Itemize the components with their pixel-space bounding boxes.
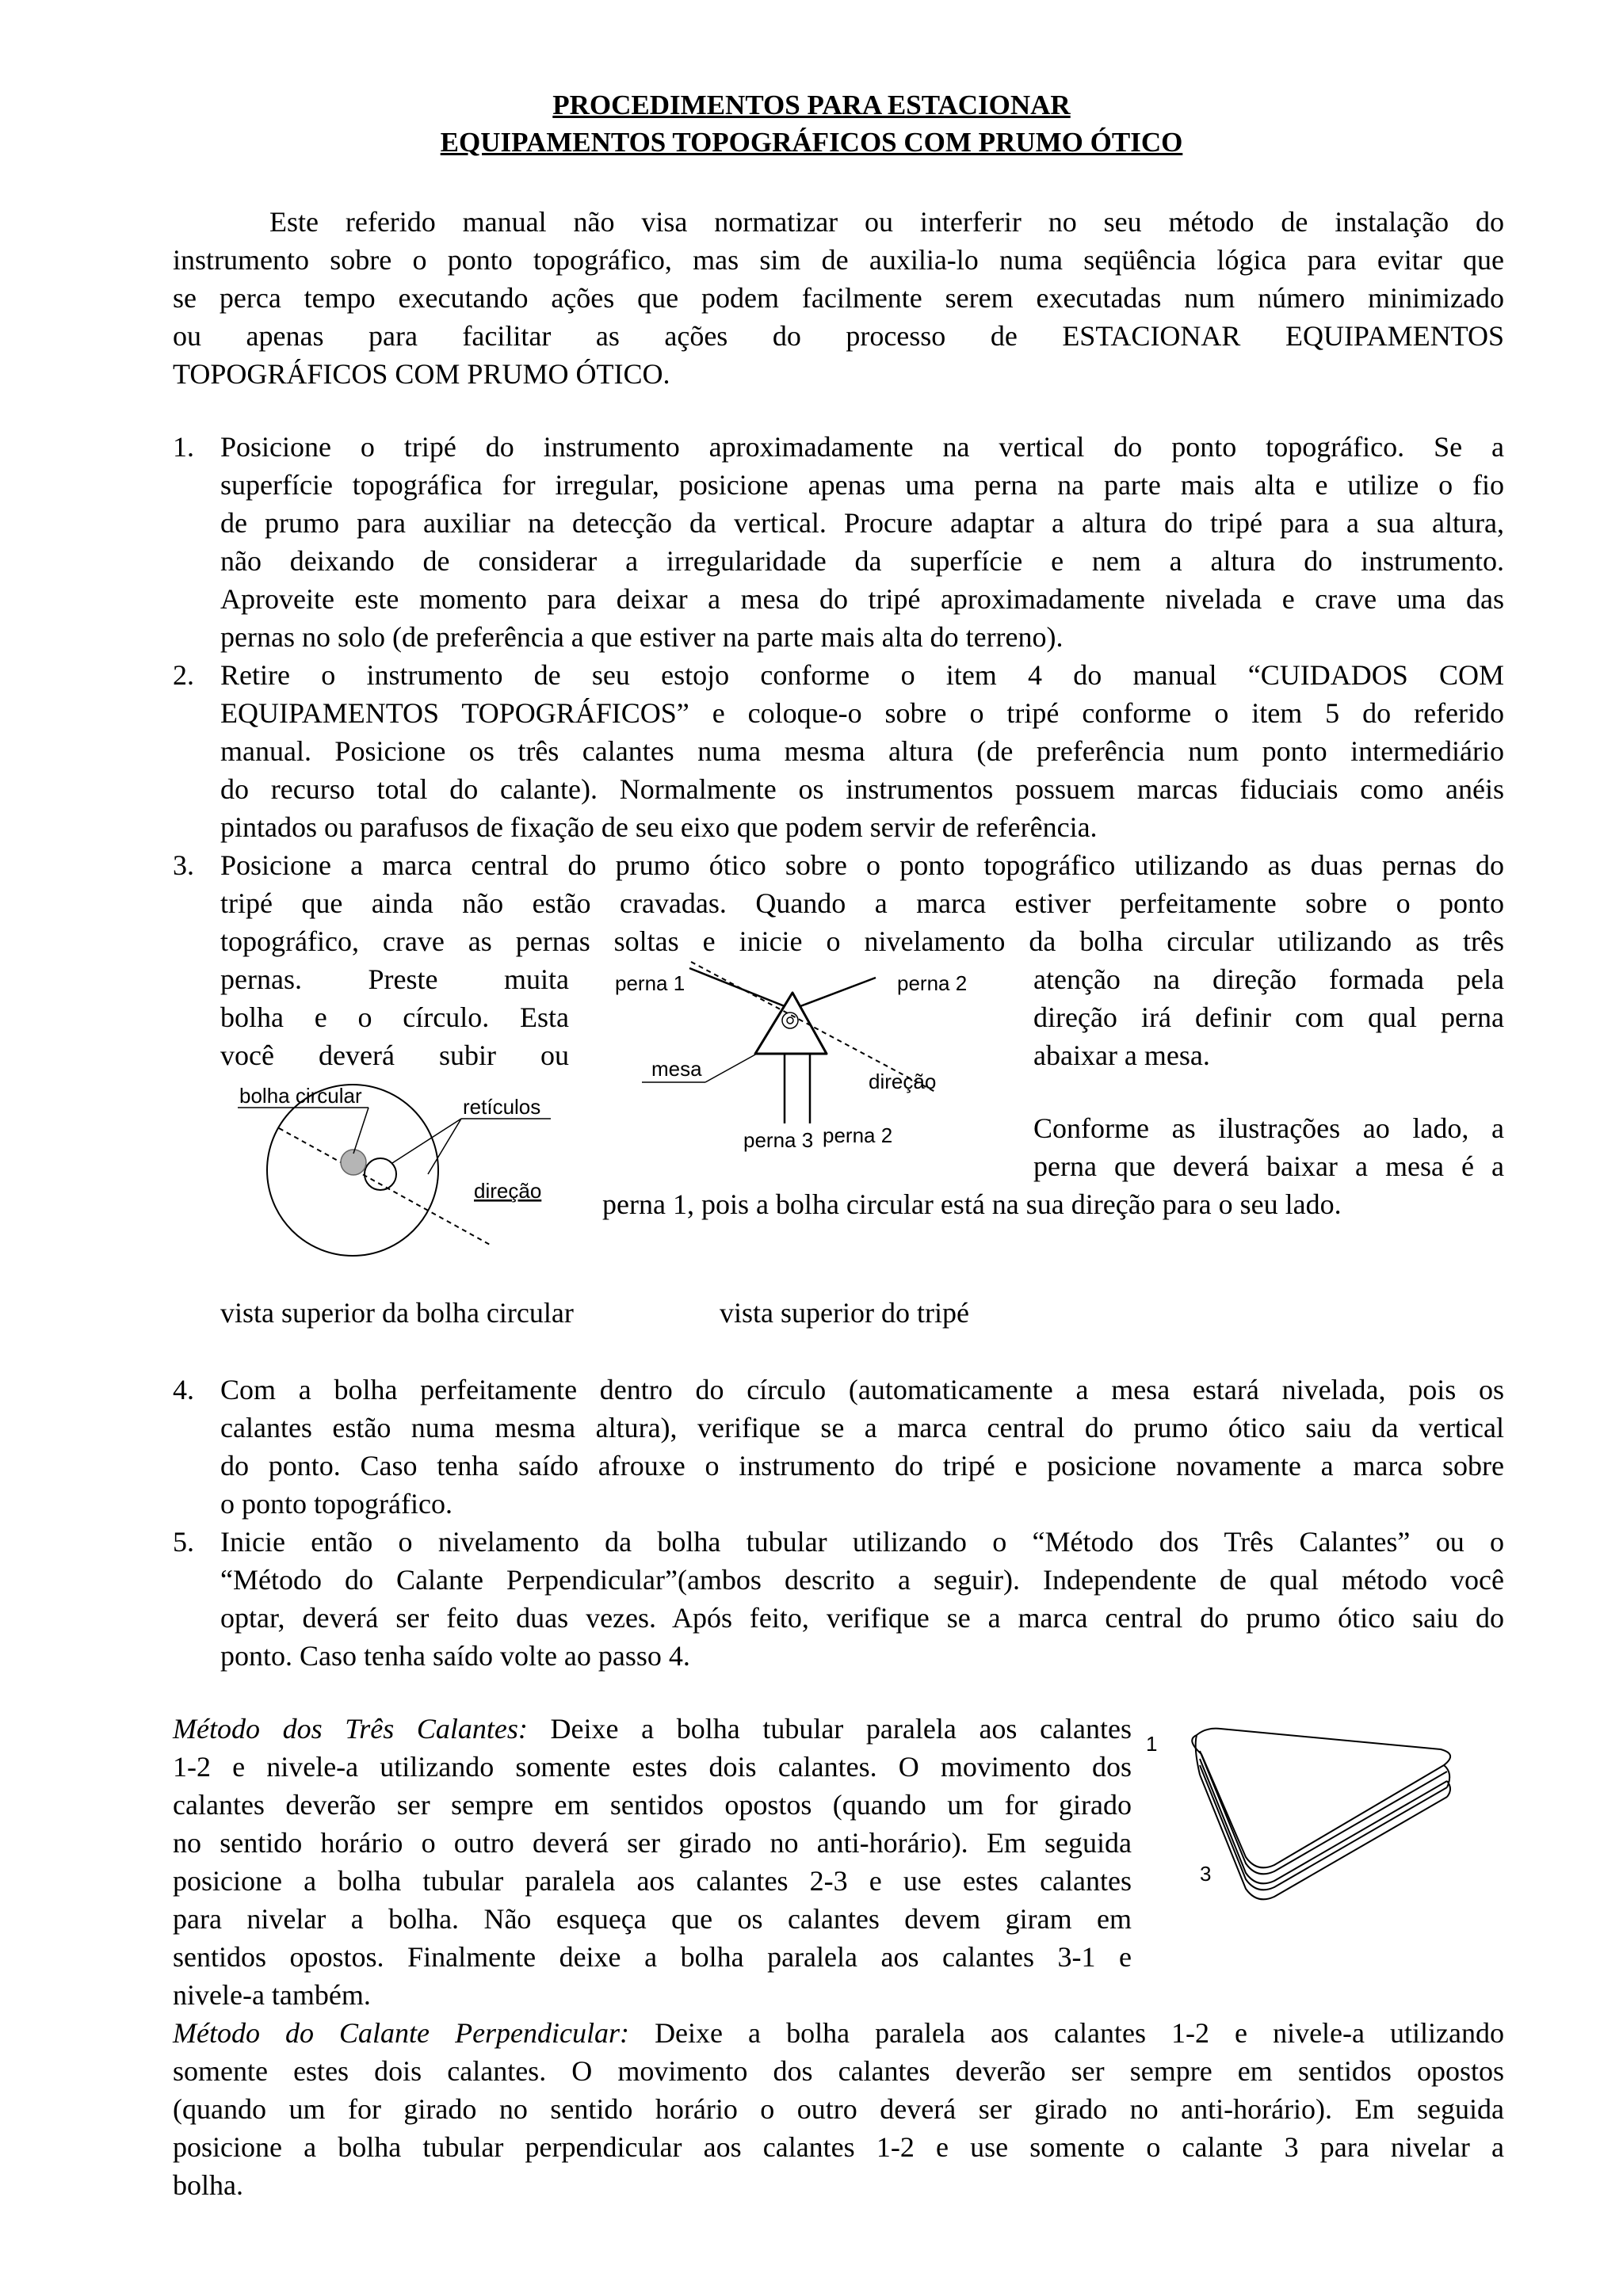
step-3-text [220,846,1504,960]
method-line: posicione a bolha tubular paralela aos calantes 2-3 e use estes calantes [173,1865,1132,1897]
leg-1 [689,968,785,1006]
label-direcao: direção [869,1070,937,1093]
step-4-text [220,1371,1504,1523]
step-line: perna 1, pois a bolha circular está na sua direção para o seu lado. [602,1188,1342,1220]
bubble-figure [230,1079,571,1261]
label-perna-2: perna 2 [897,971,968,995]
method-line: no sentido horário o outro deverá ser girado no anti-horário). Em seguida [173,1827,1132,1859]
step-line: bolha e o círculo. Esta [220,1001,569,1033]
title-line-2: EQUIPAMENTOS TOPOGRÁFICOS COM PRUMO ÓTICO [440,127,1183,158]
step-line: não deixando de considerar a irregularidade da superfície e nem a altura do instrumento. [220,545,1504,577]
label-direcao: direção [474,1179,542,1203]
base-corner-right-lower [1447,1781,1450,1797]
base-plate-top [1192,1729,1450,1868]
step-number: 1. [173,431,194,463]
tripod-caption: vista superior do tripé [720,1297,969,1329]
step-line: abaixar a mesa. [1033,1039,1210,1071]
step-line: perna que deverá baixar a mesa é a [1033,1150,1504,1182]
tripod-figure [602,957,1014,1163]
step-line: direção irá definir com qual perna [1033,1001,1504,1033]
label-reticulos: retículos [463,1095,541,1119]
step-line: Aproveite este momento para deixar a mesa do tripé aproximadamente nivelada e crave uma das [220,583,1504,615]
step-5-text [220,1523,1504,1675]
step-line: de prumo para auxiliar na detecção da vertical. Procure adaptar a altura do tripé para a sua altura, [220,507,1504,539]
plumb-center-icon [787,1017,793,1024]
label-perna-3: perna 3 [743,1128,814,1152]
label-perna-1: perna 1 [615,971,685,995]
method-perp-first-line: Deixe a bolha paralela aos calantes 1-2 e nivele-a utilizando [655,2017,1504,2049]
step-line: tripé que ainda não estão cravadas. Quando a marca estiver perfeitamente sobre o ponto [220,887,1504,919]
step-2-text [220,656,1504,846]
step-line: Com a bolha perfeitamente dentro do círculo (automaticamente a mesa estará nivelada, pois os [220,1374,1504,1405]
intro-line: TOPOGRÁFICOS COM PRUMO ÓTICO. [173,358,670,390]
method-line: (quando um for girado no sentido horário o outro deverá ser girado no anti-horário). Em seguida [173,2093,1504,2125]
method-line: bolha. [173,2169,243,2201]
method-line: posicione a bolha tubular perpendicular aos calantes 1-2 e use somente o calante 3 para nivelar a [173,2131,1504,2163]
tribrach-base-figure [1133,1710,1482,1908]
step-line: Inicie então o nivelamento da bolha tubular utilizando o “Método dos Três Calantes” ou o [220,1526,1504,1558]
step-number: 4. [173,1374,194,1405]
intro-line: instrumento sobre o ponto topográfico, mas sim de auxilia-lo numa seqüência lógica para evitar que [173,244,1504,276]
step-line: pernas. Preste muita [220,963,569,995]
step-number: 2. [173,659,194,691]
intro-line: ou apenas para facilitar as ações do processo de ESTACIONAR EQUIPAMENTOS [173,320,1504,352]
step-line: Conforme as ilustrações ao lado, a [1033,1112,1504,1144]
intro-line: se perca tempo executando ações que podem facilmente serem executadas num número minimizado [173,282,1504,314]
step-line: manual. Posicione os três calantes numa mesma altura (de preferência num ponto intermediário [220,735,1504,767]
method-line: para nivelar a bolha. Não esqueça que os calantes devem giram em [173,1903,1132,1935]
step-3-right-column [1033,960,1504,1074]
step-line: atenção na direção formada pela [1033,963,1504,995]
step-line: “Método do Calante Perpendicular”(ambos descrito a seguir). Independente de qual método você [220,1564,1504,1596]
base-plate-middle-edge [1200,1765,1447,1890]
step-line: você deverá subir ou [220,1039,569,1071]
label-mesa: mesa [651,1057,702,1081]
base-corner-left [1196,1735,1200,1775]
step-line: pintados ou parafusos de fixação de seu eixo que podem servir de referência. [220,811,1098,843]
step-line: superfície topográfica for irregular, posicione apenas uma perna na parte mais alta e utilize o fio [220,469,1504,501]
method-perp-heading: Método do Calante Perpendicular: [173,2017,630,2049]
intro-line: Este referido manual não visa normatizar ou interferir no seu método de instalação do [269,206,1504,238]
title-line-1: PROCEDIMENTOS PARA ESTACIONAR [552,90,1071,120]
method-three-first-line: Deixe a bolha tubular paralela aos calantes [550,1713,1132,1745]
label-perna-2-bottom: perna 2 [823,1123,893,1147]
method-line: 1-2 e nivele-a utilizando somente estes dois calantes. O movimento dos [173,1751,1132,1783]
bubble-caption: vista superior da bolha circular [220,1297,574,1329]
step-line: Posicione a marca central do prumo ótico sobre o ponto topográfico utilizando as duas pernas do [220,849,1504,881]
method-three-paragraph [173,1710,1132,2014]
leg-2 [800,978,876,1006]
table-leader-line [705,1054,757,1082]
bubble-leader-line [353,1108,369,1154]
step-line: Retire o instrumento de seu estojo conforme o item 4 do manual “CUIDADOS COM [220,659,1504,691]
method-line [173,2014,1504,2052]
intro-paragraph [173,203,1504,393]
step-3-right-column-2 [1033,1109,1504,1185]
step-line: EQUIPAMENTOS TOPOGRÁFICOS” e coloque-o sobre o tripé conforme o item 5 do referido [220,697,1504,729]
method-line: calantes deverão ser sempre em sentidos opostos (quando um for girado [173,1789,1132,1821]
method-line: somente estes dois calantes. O movimento dos calantes deverão ser sempre em sentidos opostos [173,2055,1504,2087]
step-3-left-column [220,960,569,1074]
plumb-mark-icon [782,1013,798,1028]
method-line [173,1710,1132,1748]
step-line: do ponto. Caso tenha saído afrouxe o instrumento do tripé e posicione novamente a marca sobre [220,1450,1504,1482]
step-line: topográfico, crave as pernas soltas e inicie o nivelamento da bolha circular utilizando as três [220,925,1504,957]
step-line: pernas no solo (de preferência a que estiver na parte mais alta do terreno). [220,621,1064,653]
step-line: optar, deverá ser feito duas vezes. Após feito, verifique se a marca central do prumo ótico saiu do [220,1602,1504,1634]
method-three-heading: Método dos Três Calantes: [173,1713,528,1745]
label-calante-1: 1 [1146,1732,1158,1756]
step-line: do recurso total do calante). Normalmente os instrumentos possuem marcas fiduciais como anéis [220,773,1504,805]
step-line: calantes estão numa mesma altura), verifique se a marca central do prumo ótico saiu da vertical [220,1412,1504,1444]
step-line: o ponto topográfico. [220,1488,453,1520]
reticles-leader-line [428,1119,461,1174]
step-line: Posicione o tripé do instrumento aproximadamente na vertical do ponto topográfico. Se a [220,431,1504,463]
label-bolha-circular: bolha circular [239,1084,362,1108]
step-3-wide-line [602,1185,1506,1223]
direction-line [279,1128,491,1245]
method-line: nivele-a também. [173,1979,371,2011]
method-line: sentidos opostos. Finalmente deixe a bolha paralela aos calantes 3-1 e [173,1941,1132,1973]
step-number: 5. [173,1526,194,1558]
label-calante-3: 3 [1200,1862,1212,1886]
step-line: ponto. Caso tenha saído volte ao passo 4. [220,1640,690,1672]
reticle-circle [365,1158,396,1190]
method-perp-paragraph [173,2014,1504,2204]
reticles-leader-line [392,1119,461,1163]
step-1-text [220,428,1504,656]
step-number: 3. [173,849,194,881]
